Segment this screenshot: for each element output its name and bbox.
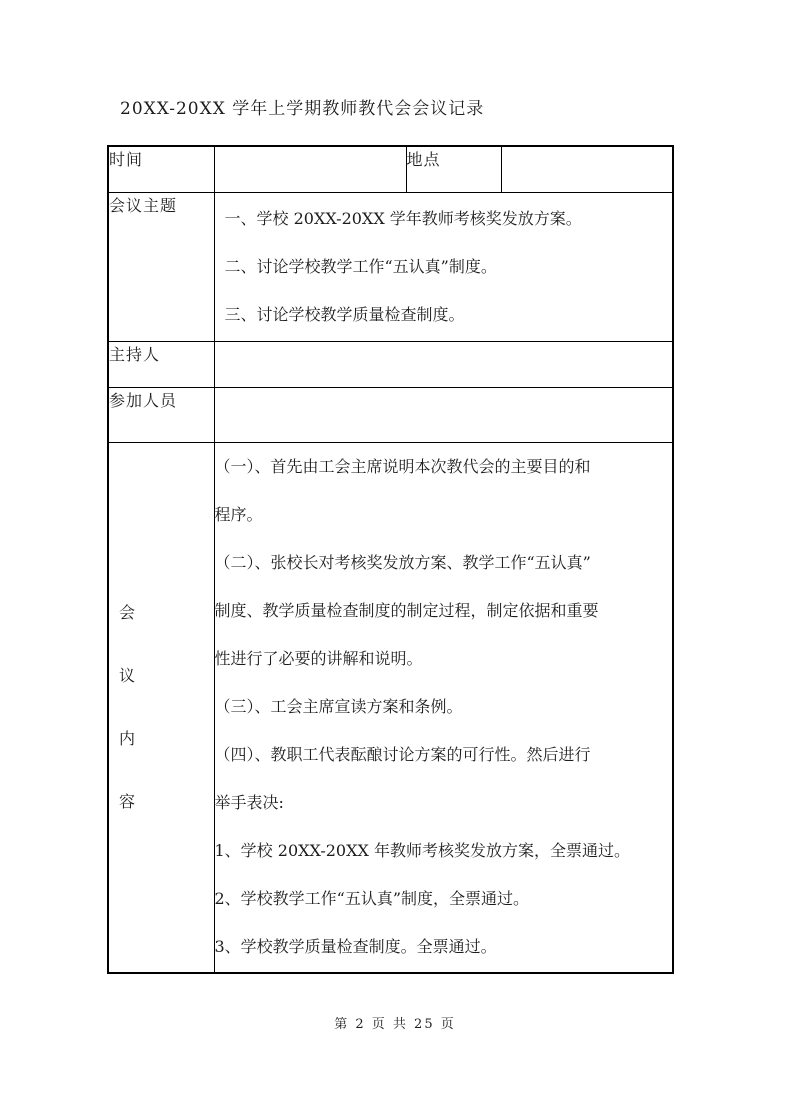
content-line: 举手表决: (214, 792, 284, 812)
content-line: 制度、教学质量检查制度的制定过程，制定依据和重要 (214, 600, 599, 620)
place-label: 地点 (406, 146, 501, 192)
table-row-host (108, 341, 673, 387)
host-value-cell[interactable] (214, 341, 673, 387)
content-line: （二）、张校长对考核奖发放方案、教学工作“五认真” (214, 552, 591, 572)
page-number-footer: 第 2 页 共 25 页 (334, 1017, 456, 1032)
participants-label: 参加人员 (108, 387, 214, 442)
content-line: 2、学校教学工作“五认真”制度，全票通过。 (214, 888, 530, 908)
content-line: （一）、首先由工会主席说明本次教代会的主要目的和 (214, 456, 591, 476)
content-value-cell (214, 442, 673, 973)
page-title: 20XX-20XX 学年上学期教师教代会会议记录 (120, 99, 485, 119)
theme-lines (215, 193, 673, 341)
table-row-theme (108, 192, 673, 341)
place-value-cell[interactable] (501, 146, 673, 192)
time-value-cell[interactable] (214, 146, 406, 192)
participants-value-cell[interactable] (214, 387, 673, 442)
table-row-participants (108, 387, 673, 442)
theme-line: 一、学校 20XX-20XX 学年教师考核奖发放方案。 (224, 208, 582, 228)
theme-label: 会议主题 (108, 192, 214, 341)
content-line: （四）、教职工代表酝酿讨论方案的可行性。然后进行 (214, 744, 591, 764)
content-lines (215, 443, 673, 971)
table-row-time-place (108, 146, 673, 192)
meeting-record-table (107, 145, 674, 974)
table-row-content (108, 442, 673, 973)
theme-line: 三、讨论学校教学质量检查制度。 (224, 304, 465, 324)
theme-line: 二、讨论学校教学工作“五认真”制度。 (224, 256, 497, 276)
content-label-vertical (109, 581, 214, 833)
theme-value-cell (214, 192, 673, 341)
host-label: 主持人 (108, 341, 214, 387)
content-label-char: 内 (119, 729, 136, 749)
content-line: （三）、工会主席宣读方案和条例。 (214, 696, 463, 716)
content-line: 性进行了必要的讲解和说明。 (214, 648, 423, 668)
content-label-char: 会 (119, 603, 136, 623)
time-label: 时间 (108, 146, 214, 192)
content-label-char: 议 (119, 666, 136, 686)
content-line: 3、学校教学质量检查制度。全票通过。 (214, 936, 497, 956)
content-line: 1、学校 20XX-20XX 年教师考核奖发放方案，全票通过。 (214, 840, 630, 860)
content-line: 程序。 (214, 504, 263, 524)
content-label-cell (108, 442, 214, 973)
content-label-char: 容 (119, 792, 136, 812)
